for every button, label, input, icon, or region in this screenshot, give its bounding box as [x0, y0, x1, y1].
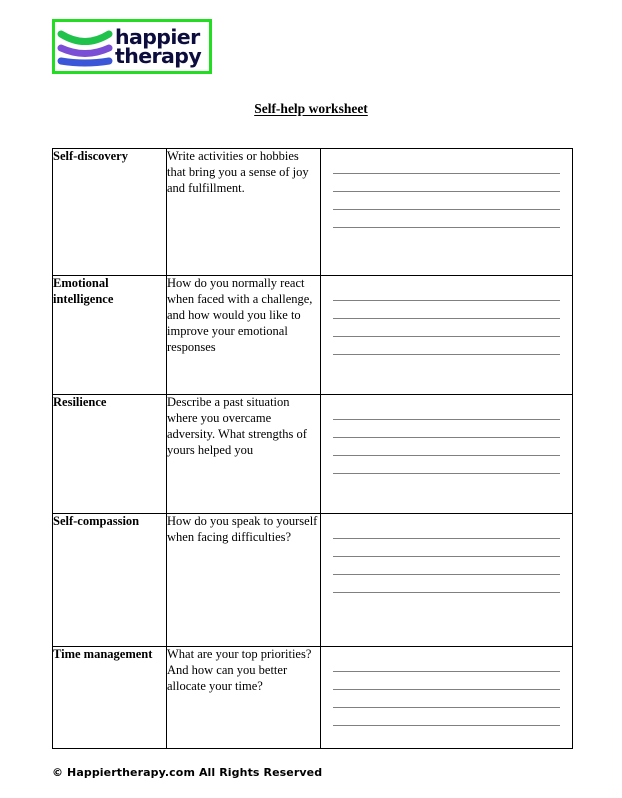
topic-cell: Emotional intelligence	[53, 276, 167, 395]
footer-copyright: © Happiertherapy.com All Rights Reserved	[52, 766, 323, 779]
rule-line	[333, 209, 560, 210]
rule-line	[333, 300, 560, 301]
prompt-cell: Describe a past situation where you overcame adversity. What strengths of yours helped you	[167, 395, 321, 514]
prompt-cell: What are your top priorities? And how can you better allocate your time?	[167, 647, 321, 749]
rule-line	[333, 336, 560, 337]
rule-line	[333, 671, 560, 672]
rule-line	[333, 191, 560, 192]
rule-line	[333, 455, 560, 456]
rule-line	[333, 227, 560, 228]
rule-line	[333, 574, 560, 575]
answer-cell[interactable]	[321, 395, 573, 514]
worksheet-table	[52, 148, 573, 749]
topic-cell: Resilience	[53, 395, 167, 514]
rule-line	[333, 354, 560, 355]
topic-cell: Self-compassion	[53, 514, 167, 647]
rule-line	[333, 173, 560, 174]
table-row	[53, 514, 573, 647]
table-row	[53, 647, 573, 749]
brand-logo	[52, 19, 212, 74]
brand-name-line-1: happier	[115, 24, 200, 49]
rule-line	[333, 437, 560, 438]
prompt-cell: How do you normally react when faced with a challenge, and how would you like to improve your emotional responses	[167, 276, 321, 395]
answer-cell[interactable]	[321, 514, 573, 647]
prompt-cell: Write activities or hobbies that bring you a sense of joy and fulfillment.	[167, 149, 321, 276]
rule-line	[333, 689, 560, 690]
rule-line	[333, 419, 560, 420]
page-title: Self-help worksheet	[254, 101, 368, 116]
table-row	[53, 276, 573, 395]
rule-line	[333, 725, 560, 726]
answer-ruled-lines[interactable]	[321, 395, 572, 513]
rule-line	[333, 538, 560, 539]
logo-arcs-icon	[56, 24, 114, 70]
answer-ruled-lines[interactable]	[321, 647, 572, 748]
topic-cell: Time management	[53, 647, 167, 749]
answer-cell[interactable]	[321, 647, 573, 749]
answer-cell[interactable]	[321, 149, 573, 276]
table-row	[53, 149, 573, 276]
rule-line	[333, 707, 560, 708]
table-row	[53, 395, 573, 514]
answer-cell[interactable]	[321, 276, 573, 395]
rule-line	[333, 556, 560, 557]
rule-line	[333, 318, 560, 319]
prompt-cell: How do you speak to yourself when facing difficulties?	[167, 514, 321, 647]
brand-name-line-2: therapy	[115, 43, 202, 68]
rule-line	[333, 592, 560, 593]
answer-ruled-lines[interactable]	[321, 276, 572, 394]
rule-line	[333, 473, 560, 474]
brand-wordmark	[115, 24, 209, 68]
topic-cell: Self-discovery	[53, 149, 167, 276]
answer-ruled-lines[interactable]	[321, 514, 572, 646]
answer-ruled-lines[interactable]	[321, 149, 572, 275]
